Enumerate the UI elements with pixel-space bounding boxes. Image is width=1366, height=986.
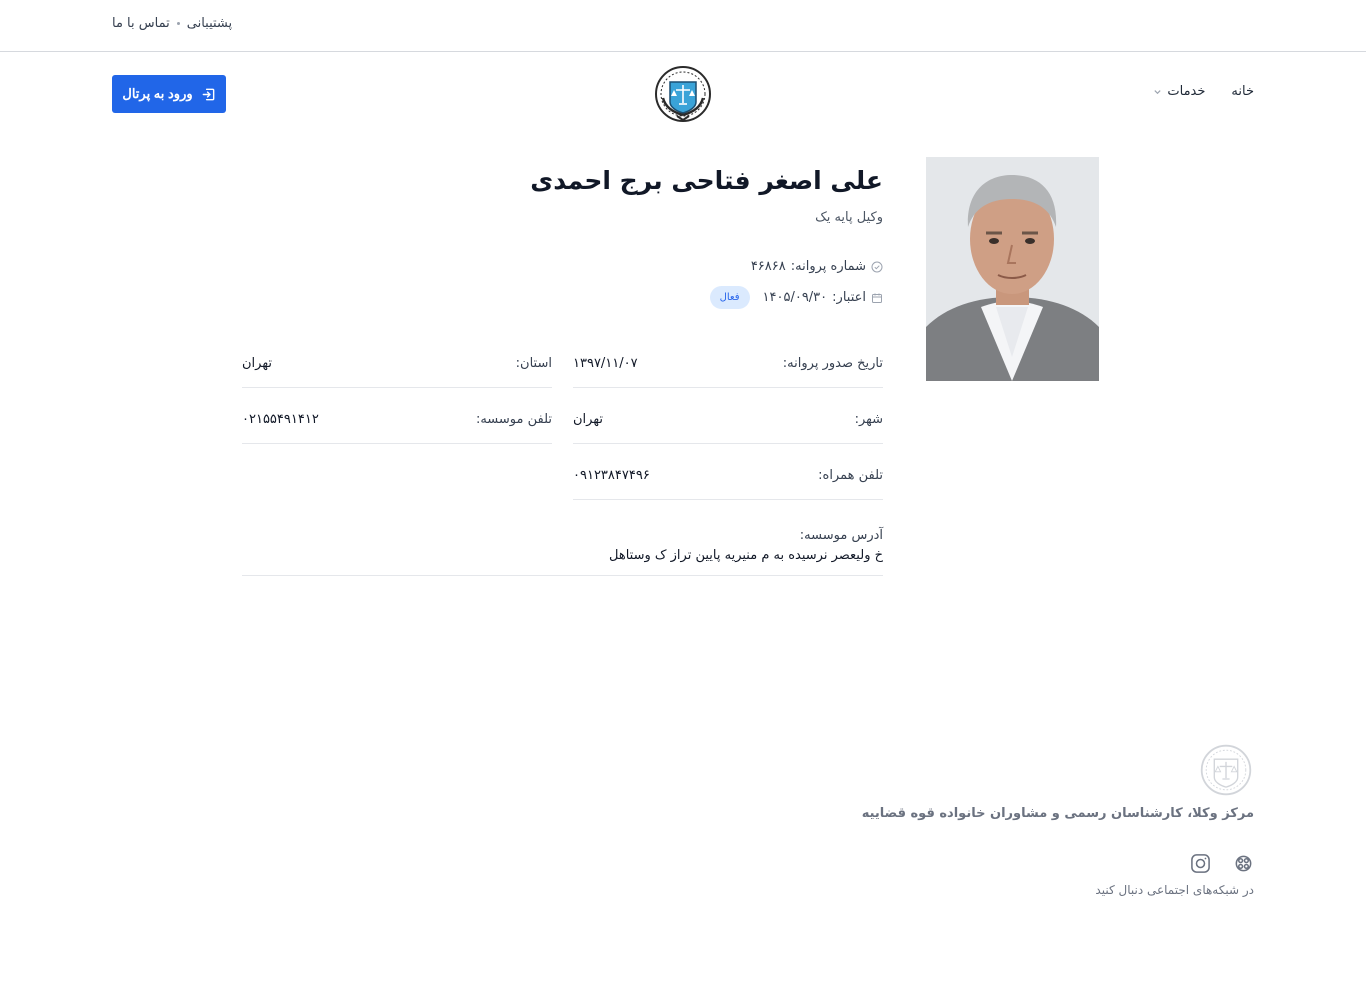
office-phone-field — [242, 388, 552, 444]
portal-login-label: ورود به پرتال — [122, 86, 193, 101]
license-label: شماره پروانه: — [790, 259, 866, 274]
city-field — [573, 388, 883, 444]
main-nav — [0, 52, 1366, 136]
address-value: خ ولیعصر نرسیده به م منیریه پایین تراز ک وستاهل — [609, 548, 883, 563]
lawyer-photo — [926, 157, 1099, 381]
lawyer-rank: وکیل پایه یک — [815, 210, 883, 225]
mobile-field — [573, 444, 883, 500]
nav-services[interactable] — [1153, 84, 1205, 99]
calendar-icon — [871, 292, 883, 304]
check-circle-icon — [871, 261, 883, 273]
city-value: تهران — [573, 412, 603, 427]
office-phone-label: تلفن موسسه: — [475, 412, 552, 427]
top-bar — [0, 0, 1366, 52]
office-phone-value: ۰۲۱۵۵۴۹۱۴۱۲ — [242, 412, 319, 427]
address-label: آدرس موسسه: — [799, 528, 883, 543]
status-badge: فعال — [710, 286, 750, 309]
nav-home[interactable]: خانه — [1231, 84, 1254, 99]
footer-follow-text: در شبکه‌های اجتماعی دنبال کنید — [1095, 883, 1254, 897]
separator-dot — [177, 22, 180, 25]
province-value: تهران — [242, 356, 272, 371]
login-icon — [201, 87, 216, 102]
province-field — [242, 332, 552, 388]
portrait-image — [926, 157, 1099, 381]
social-links — [1190, 853, 1254, 874]
footer-logo — [1199, 743, 1253, 797]
portal-login-button[interactable] — [112, 75, 226, 113]
mobile-value: ۰۹۱۲۳۸۴۷۴۹۶ — [573, 468, 650, 483]
judiciary-logo[interactable] — [653, 64, 713, 124]
validity-date: ۱۴۰۵/۰۹/۳۰ — [762, 290, 828, 305]
nav-services-label: خدمات — [1167, 84, 1206, 99]
lawyer-name: علی اصغر فتاحی برج احمدی — [530, 166, 883, 195]
license-number: ۴۶۸۶۸ — [750, 259, 786, 274]
issue-date-field — [573, 332, 883, 388]
validity-row — [710, 286, 883, 309]
footer-title: مرکز وکلا، کارشناسان رسمی و مشاوران خانواده قوه قضاییه — [861, 806, 1254, 821]
issue-date-value: ۱۳۹۷/۱۱/۰۷ — [573, 356, 638, 371]
city-label: شهر: — [854, 412, 883, 427]
license-row — [751, 259, 883, 274]
support-link[interactable]: پشتیبانی — [186, 16, 233, 31]
instagram-icon[interactable] — [1190, 853, 1211, 874]
nav-menu — [1153, 84, 1254, 99]
top-links — [112, 16, 232, 31]
address-field — [242, 520, 883, 576]
contact-link[interactable]: تماس با ما — [112, 16, 170, 31]
chevron-down-icon — [1153, 87, 1162, 96]
validity-label: اعتبار: — [832, 290, 866, 305]
aparat-icon[interactable] — [1233, 853, 1254, 874]
issue-date-label: تاریخ صدور پروانه: — [782, 356, 883, 371]
mobile-label: تلفن همراه: — [818, 468, 883, 483]
province-label: استان: — [515, 356, 552, 371]
